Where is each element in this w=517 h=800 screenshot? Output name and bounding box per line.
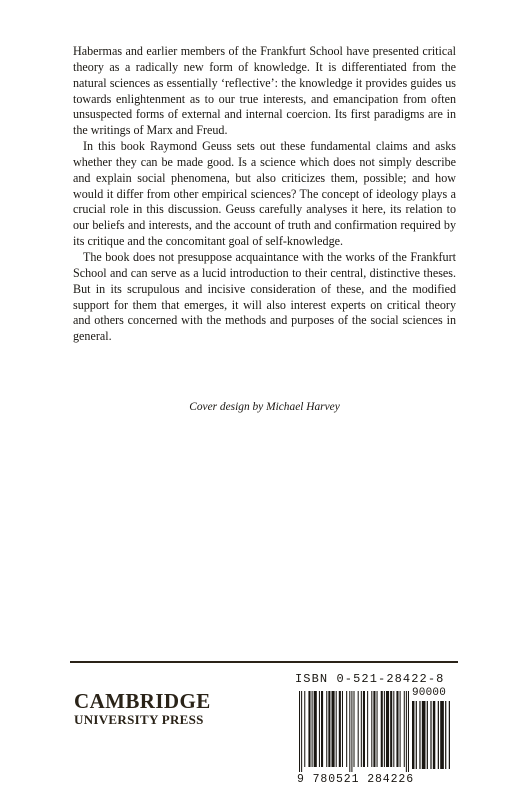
barcode-bar [349, 691, 350, 772]
price-barcode [412, 701, 450, 769]
barcode-bar [312, 691, 313, 767]
barcode-bar [353, 691, 354, 767]
barcode-bar [308, 691, 310, 767]
barcode-bar [408, 691, 409, 772]
publisher-name: CAMBRIDGE [74, 689, 211, 713]
barcode-bar [449, 701, 450, 769]
barcode-bar [390, 691, 392, 767]
barcode-bar [342, 691, 343, 767]
barcode-bar [445, 701, 446, 769]
horizontal-rule [70, 661, 458, 663]
barcode-bar [361, 691, 362, 767]
barcode-bar [331, 691, 334, 767]
barcode-bar [406, 691, 407, 772]
barcode-bar [400, 691, 401, 767]
blurb-paragraph-3: The book does not presuppose acquaintance with the works of the Frankfurt School and can serve as a lucid introduction to their central, distinctive theses. But in its scrupulous and incisive consideration of these, and the modified support for them that emerges, it will also interest experts on critical theory and others concerned with the methods and purposes of the social sciences in general. [73, 249, 456, 344]
barcode-bar [367, 691, 368, 767]
barcode-bar [339, 691, 341, 767]
barcode-bar [304, 691, 305, 767]
barcode-bar [438, 701, 439, 769]
barcode-bar [328, 691, 330, 767]
ean-barcode [299, 691, 409, 773]
barcode-bar [427, 701, 428, 769]
barcode-panel [291, 671, 458, 790]
barcode-bar [358, 691, 359, 767]
barcode-bar [433, 701, 435, 769]
barcode-bar [371, 691, 372, 767]
barcode-bar [404, 691, 405, 767]
isbn-number: ISBN 0-521-28422-8 [295, 672, 445, 686]
barcode-bar [336, 691, 337, 767]
barcode-bar [301, 691, 302, 772]
blurb-paragraph-2: In this book Raymond Geuss sets out these fundamental claims and asks whether they can be made good. Is a science which does not simply describe and explain social phenomena, but also criticizes them, possible; and how would it differ from other empirical sciences? The concept of ideology plays a crucial role in this discussion. Geuss carefully analyses it here, its relation to our beliefs and interests, and the account of truth and confirmation required by its critique and the concomitant goal of self-knowledge. [73, 139, 456, 249]
publisher-subtitle: UNIVERSITY PRESS [74, 712, 204, 727]
barcode-bar [319, 691, 320, 767]
barcode-bar [419, 701, 420, 769]
barcode-bar [430, 701, 431, 769]
barcode-bar [384, 691, 385, 767]
ean-number: 9 780521 284226 [297, 773, 415, 786]
barcode-bar [346, 691, 347, 767]
barcode-bar [416, 701, 417, 769]
barcode-bar [396, 691, 398, 767]
barcode-bar [422, 701, 426, 769]
blurb-paragraph-1: Habermas and earlier members of the Frankfurt School have presented critical theory as a radically new form of knowledge. It is differentiated from the natural sciences as essentially ‘reflective’: the knowledge it provides guides us towards enlightenment as to our true interests, and emancipation from often unsuspected forms of external and internal coercion. Its first paradigms are in the writings of Marx and Freud. [73, 44, 456, 138]
barcode-bar [412, 701, 414, 769]
publisher-logo [74, 690, 211, 728]
back-cover-blurb [73, 44, 456, 345]
barcode-bar [386, 691, 389, 767]
barcode-bar [377, 691, 378, 767]
barcode-bar [314, 691, 317, 767]
barcode-bar [381, 691, 383, 767]
barcode-bar [321, 691, 323, 767]
barcode-bar [351, 691, 352, 772]
barcode-bar [299, 691, 300, 772]
barcode-bar [363, 691, 365, 767]
barcode-bar [373, 691, 375, 767]
barcode-bar [393, 691, 394, 767]
barcode-bar [440, 701, 444, 769]
price-code: 90000 [412, 687, 447, 699]
cover-design-credit: Cover design by Michael Harvey [189, 401, 340, 413]
barcode-bar [326, 691, 327, 767]
